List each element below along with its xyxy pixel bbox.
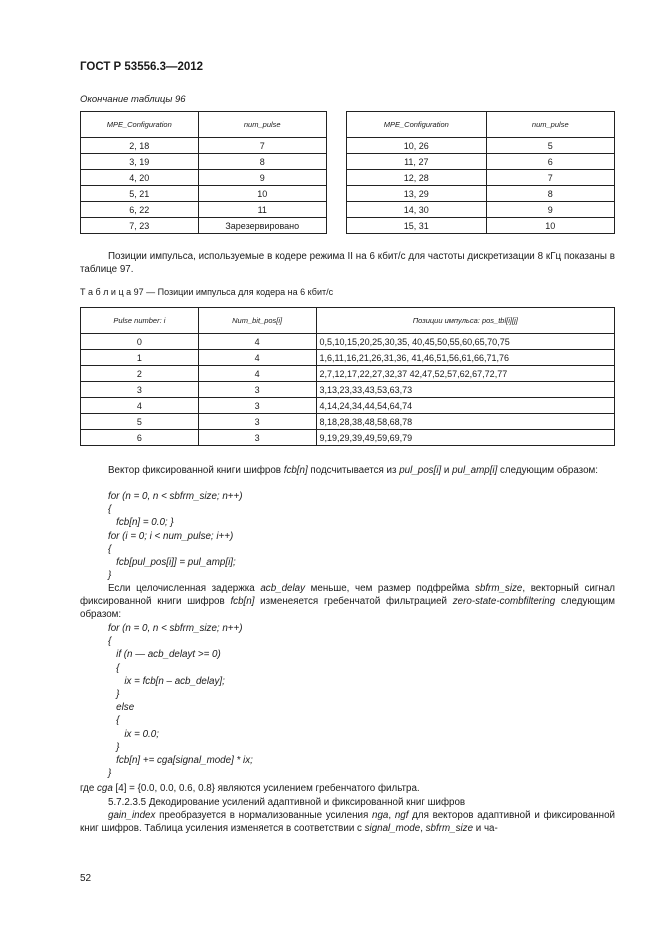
code-line: { [108,662,120,674]
table-row [81,430,615,446]
table-cell: 2 [81,366,199,382]
table-cell: 3 [198,430,316,446]
text-run: [4] = {0.0, 0.0, 0.6, 0.8} являются усилением гребенчатого фильтра. [112,783,420,794]
table-row [347,218,615,234]
table96-right-col-numpulse: num_pulse [486,112,614,138]
text-run: ngf [394,810,409,821]
table-row [81,154,327,170]
table-cell: 3 [198,382,316,398]
text-run: меньше, чем размер подфрейма [305,583,475,594]
table-cell: 4 [81,398,199,414]
text-run: zero-state-combfiltering [452,596,556,608]
code-line: if (n — acb_delayt >= 0) [108,649,221,661]
table-cell: 0,5,10,15,20,25,30,35, 40,45,50,55,60,65,70,75 [316,334,614,350]
table-cell: 13, 29 [347,186,487,202]
table-row [81,202,327,218]
text-run: где [80,783,98,794]
table-cell: 11, 27 [347,154,487,170]
table-cell: 4,14,24,34,44,54,64,74 [316,398,614,414]
code-line: } [108,768,112,780]
text-run: подсчитывается из [307,465,400,476]
table-cell: 9,19,29,39,49,59,69,79 [316,430,614,446]
code-line: for (i = 0; i < num_pulse; i++) [108,530,234,542]
table-cell: 10 [198,186,327,202]
table96-right [346,111,615,234]
code-line: } [108,689,120,701]
code-line: { [108,636,112,648]
text-run: fcb[n] [230,596,255,608]
table-row [81,218,327,234]
table96-right-col-config: MPE_Configuration [347,112,487,138]
code-line: } [108,570,112,582]
table-cell: 11 [198,202,327,218]
code-line: ix = 0.0; [108,728,159,740]
text-run: sbfrm_size [425,823,474,835]
table-cell: 8,18,28,38,48,58,68,78 [316,414,614,430]
table-cell: 2,7,12,17,22,27,32,37 42,47,52,57,62,67,72,77 [316,366,614,382]
paragraph-fcb-vector [80,464,615,477]
table-row [81,414,615,430]
table-cell: 3, 19 [81,154,199,170]
table-row [81,170,327,186]
text-run: gain_index [108,810,156,821]
table-cell: 5 [486,138,614,154]
text-run: , [420,823,426,835]
table-cell: 3,13,23,33,43,53,63,73 [316,382,614,398]
table-cell: 4 [198,366,316,382]
text-run: , [388,810,395,821]
paragraph-gain-index [80,809,615,835]
code-line: } [108,741,120,753]
table-row [81,398,615,414]
table-cell: 1 [81,350,199,366]
text-run: cga [97,783,113,794]
table-cell: 8 [486,186,614,202]
text-run: pul_amp[i] [452,465,498,476]
table-cell: 3 [81,382,199,398]
table96-left-header-row [81,112,327,138]
table-cell: 4 [198,334,316,350]
table-row [81,138,327,154]
table96-right-header-row [347,112,615,138]
table-cell: 15, 31 [347,218,487,234]
table-row [347,154,615,170]
table-cell: 3 [198,398,316,414]
code-line: else [108,702,135,714]
table96-caption: Окончание таблицы 96 [80,94,186,105]
paragraph-pulse-positions: Позиции импульса, используемые в кодере режима II на 6 кбит/с для частоты дискретизации 8 кГц показаны в таблице 97. [80,251,615,276]
table-row [347,170,615,186]
table-cell: 7 [198,138,327,154]
paragraph-comb-filter [80,582,615,622]
section-heading: 5.7.2.3.5 Декодирование усилений адаптивной и фиксированной книг шифров [108,797,466,808]
table-cell: 2, 18 [81,138,199,154]
table-cell: 9 [198,170,327,186]
table97 [80,307,615,446]
table-cell: 0 [81,334,199,350]
table-cell: 5, 21 [81,186,199,202]
table-cell: 7, 23 [81,218,199,234]
text-run: Если целочисленная задержка [108,583,261,594]
table96-left-col-config: MPE_Configuration [81,112,199,138]
text-run: nga [372,810,389,821]
code-block-fcb [108,490,243,582]
text-run: и [441,465,453,476]
table-row [347,186,615,202]
code-line: fcb[n] += cga[signal_mode] * ix; [108,755,253,767]
table-row [81,366,615,382]
text-run: sbfrm_size [474,583,523,594]
table-cell: 8 [198,154,327,170]
table96-left-col-numpulse: num_pulse [198,112,327,138]
code-line: for (n = 0, n < sbfrm_size; n++) [108,491,243,502]
table-cell: 6, 22 [81,202,199,218]
text-run: Вектор фиксированной книги шифров [108,465,284,476]
code-line: ix = fcb[n – acb_delay]; [108,675,225,687]
table97-header-row [81,308,615,334]
table-cell: 3 [198,414,316,430]
table-cell: 10 [486,218,614,234]
table-row [81,382,615,398]
text-run: следующим образом: [80,596,615,621]
paragraph-cga [80,782,615,795]
table97-col-pulse-number: Pulse number: i [81,308,199,334]
table-cell: 10, 26 [347,138,487,154]
table-row [81,350,615,366]
text-run: fcb[n] [283,465,308,476]
text-run: изменеяется гребенчатой фильтрацией [254,596,453,608]
table-cell: 7 [486,170,614,186]
table-cell: Зарезервировано [198,218,327,234]
table97-title: Т а б л и ц а 97 — Позиции импульса для кодера на 6 кбит/с [80,287,334,297]
text-run: преобразуется в нормализованные усиления [155,810,372,821]
table-cell: 6 [486,154,614,170]
text-run: для векторов адаптивной и фиксированной книг шифров. Таблица усиления изменяется в соответствии с [80,810,615,835]
table-cell: 14, 30 [347,202,487,218]
code-line: for (n = 0, n < sbfrm_size; n++) [108,623,243,634]
table-row [81,186,327,202]
table-row [81,334,615,350]
code-line: fcb[n] = 0.0; } [108,517,174,529]
text-run: следующим образом: [497,465,598,476]
table-cell: 4 [198,350,316,366]
text-run: и ча- [473,823,498,835]
table97-col-positions: Позиции импульса: pos_tbl[i][j] [316,308,614,334]
table-cell: 5 [81,414,199,430]
table-row [347,202,615,218]
table-cell: 4, 20 [81,170,199,186]
text-run: signal_mode [364,823,421,835]
code-line: { [108,543,112,555]
table-cell: 6 [81,430,199,446]
code-block-comb [108,622,253,780]
table97-col-num-bit-pos: Num_bit_pos[i] [198,308,316,334]
code-line: { [108,715,120,727]
document-header: ГОСТ Р 53556.3—2012 [80,61,204,73]
text-run: pul_pos[i] [399,465,442,476]
code-line: { [108,504,112,516]
code-line: fcb[pul_pos[i]] = pul_amp[i]; [108,557,236,569]
table-cell: 1,6,11,16,21,26,31,36, 41,46,51,56,61,66,71,76 [316,350,614,366]
table-cell: 9 [486,202,614,218]
table-cell: 12, 28 [347,170,487,186]
text-run: , векторный сигнал фиксированной книги шифров [80,583,615,608]
page-number: 52 [80,873,92,884]
text-run: acb_delay [260,583,306,594]
table-row [347,138,615,154]
table96-left [80,111,327,234]
